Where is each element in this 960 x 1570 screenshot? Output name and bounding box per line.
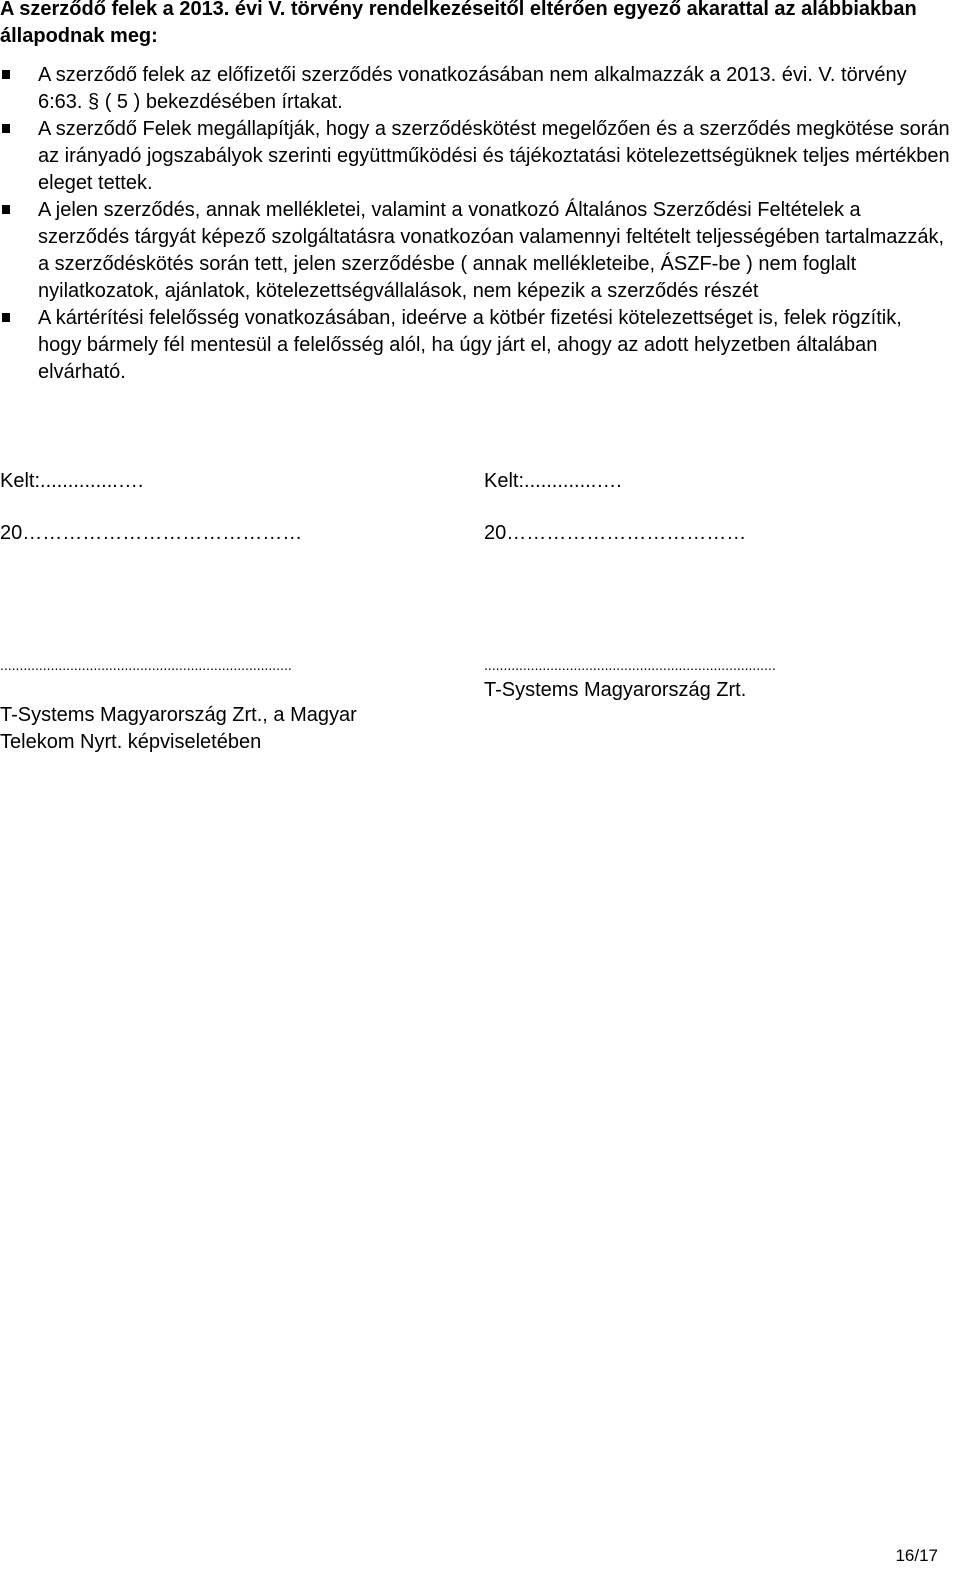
- right-date-line: 20………………………………: [484, 522, 747, 544]
- list-item: [0, 305, 950, 386]
- terms-list: [0, 62, 950, 386]
- list-item: [0, 197, 950, 305]
- left-signature-dots: ...........................................................................: [0, 657, 292, 673]
- list-item-text: A jelen szerződés, annak mellékletei, valamint a vonatkozó Általános Szerződési Feltételek a szerződés tárgyát képező szolgáltatásra vonatkozóan valamennyi feltételt teljességében tartalmazzák, a szerződéskötés során tett, jelen szerződésbe ( annak mellékleteibe, ÁSZF-be ) nem foglalt nyilatkozatok, ajánlatok, kötelezettségvállalások, nem képezik a szerződés részét: [38, 199, 945, 302]
- list-item: [0, 62, 950, 116]
- list-item-text: A kártérítési felelősség vonatkozásában, ideérve a kötbér fizetési kötelezettséget is, felek rögzítik, hogy bármely fél mentesül a felelősség alól, ha úgy járt el, ahogy az adott helyzetben általában elvárható.: [38, 307, 902, 383]
- page-number: 16/17: [895, 1546, 938, 1565]
- section-heading: A szerződő felek a 2013. évi V. törvény rendelkezéseitől eltérően egyező akarattal az alábbiakban állapodnak meg:: [0, 0, 917, 47]
- square-bullet-icon: [2, 205, 10, 214]
- left-signatory-name-line1: T-Systems Magyarország Zrt., a Magyar: [0, 704, 357, 726]
- right-signatory-name: T-Systems Magyarország Zrt.: [484, 679, 747, 701]
- right-signature-dots: ...........................................................................: [484, 657, 776, 673]
- square-bullet-icon: [2, 124, 10, 133]
- list-item-text: A szerződő Felek megállapítják, hogy a szerződéskötést megelőzően és a szerződés megkötése során az irányadó jogszabályok szerinti együttműködési és tájékoztatási kötelezettségüknek teljes mértékben eleget tettek.: [38, 118, 950, 194]
- left-kelt-line: Kelt:..............….: [0, 470, 144, 492]
- square-bullet-icon: [2, 70, 10, 79]
- list-item-text: A szerződő felek az előfizetői szerződés vonatkozásában nem alkalmazzák a 2013. évi. V. törvény 6:63. § ( 5 ) bekezdésében írtakat.: [38, 64, 907, 113]
- left-signatory-name-line2: Telekom Nyrt. képviseletében: [0, 731, 262, 753]
- list-item: [0, 116, 950, 197]
- right-kelt-line: Kelt:.............….: [484, 470, 622, 492]
- square-bullet-icon: [2, 313, 10, 322]
- left-date-line: 20……………………………………: [0, 522, 303, 544]
